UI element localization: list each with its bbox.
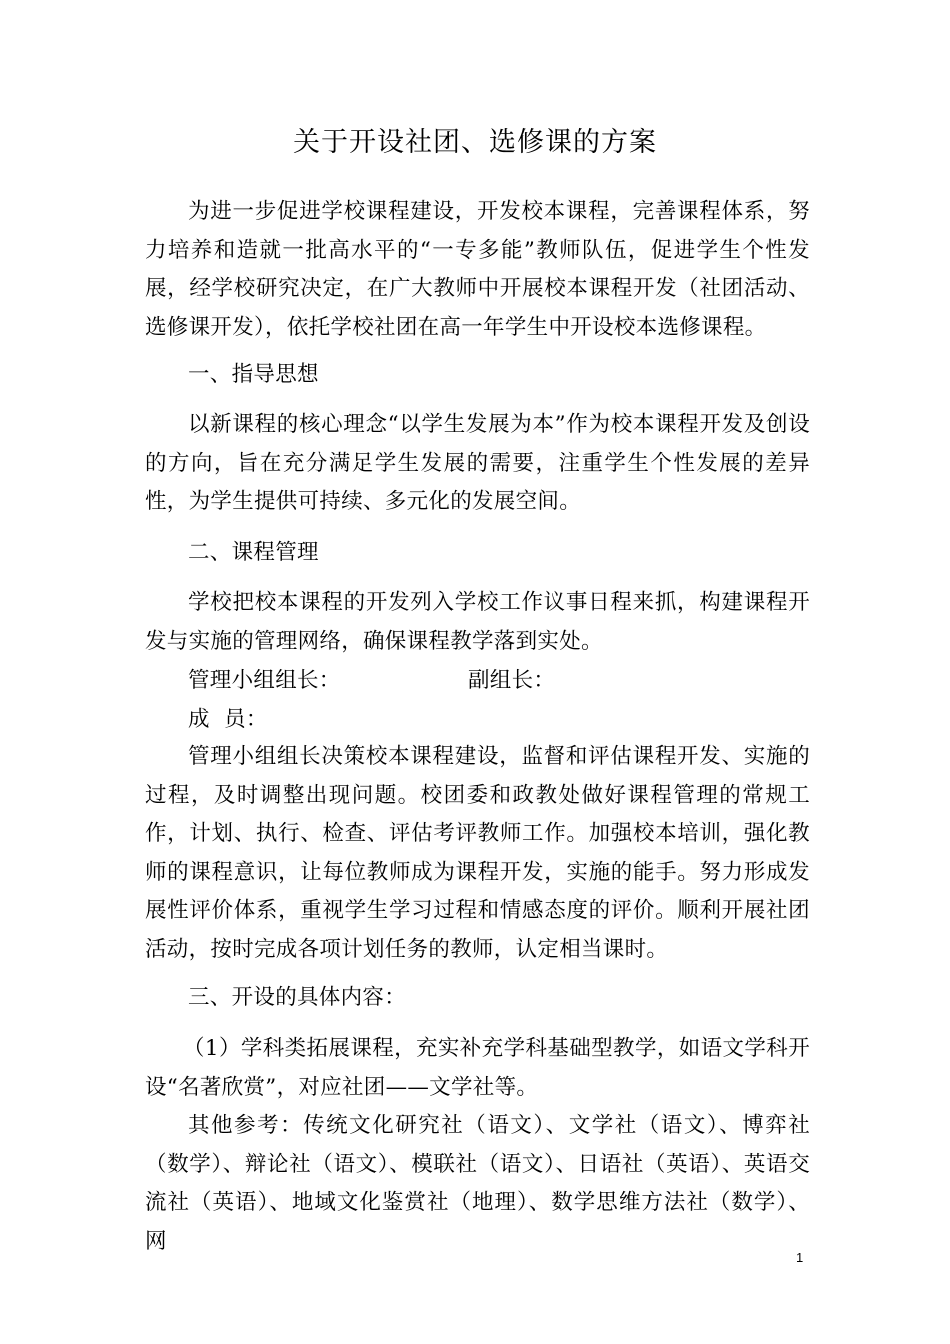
section2-body: 学校把校本课程的开发列入学校工作议事日程来抓，构建课程开发与实施的管理网络，确保课程教学落到实处。 [145,590,810,654]
members-label: 成 员： [188,707,268,732]
intro-paragraph: 为进一步促进学校课程建设，开发校本课程，完善课程体系，努力培养和造就一批高水平的“一专多能”教师队伍，促进学生个性发展，经学校研究决定，在广大教师中开展校本课程开发（社团活动、选修课开发），依托学校社团在高一年学生中开设校本选修课程。 [145,199,810,340]
section3-others: 其他参考：传统文化研究社（语文）、文学社（语文）、博弈社（数学）、辩论社（语文）、模联社（语文）、日语社（英语）、英语交流社（英语）、地域文化鉴赏社（地理）、数学思维方法社（数学）、网 [145,1113,810,1254]
section2-duties: 管理小组组长决策校本课程建设，监督和评估课程开发、实施的过程，及时调整出现问题。校团委和政教处做好课程管理的常规工作，计划、执行、检查、评估考评教师工作。加强校本培训，强化教师的课程意识，让每位教师成为课程开发，实施的能手。努力形成发展性评价体系，重视学生学习过程和情感态度的评价。顺利开展社团活动，按时完成各项计划任务的教师，认定相当课时。 [145,744,810,962]
section3-item1: （1）学科类拓展课程，充实补充学科基础型教学，如语文学科开设“名著欣赏”，对应社团——文学社等。 [145,1036,810,1100]
leader-label: 管理小组组长： [188,668,341,693]
section2-heading: 二、课程管理 [188,540,319,565]
section1-body: 以新课程的核心理念“以学生发展为本”作为校本课程开发及创设的方向，旨在充分满足学生发展的需要，注重学生个性发展的差异性，为学生提供可持续、多元化的发展空间。 [145,412,810,514]
document-title: 关于开设社团、选修课的方案 [293,127,657,158]
page-number: 1 [796,1250,804,1265]
deputy-label: 副组长： [468,668,556,693]
section3-heading: 三、开设的具体内容： [188,985,407,1010]
section1-heading: 一、指导思想 [188,362,319,387]
